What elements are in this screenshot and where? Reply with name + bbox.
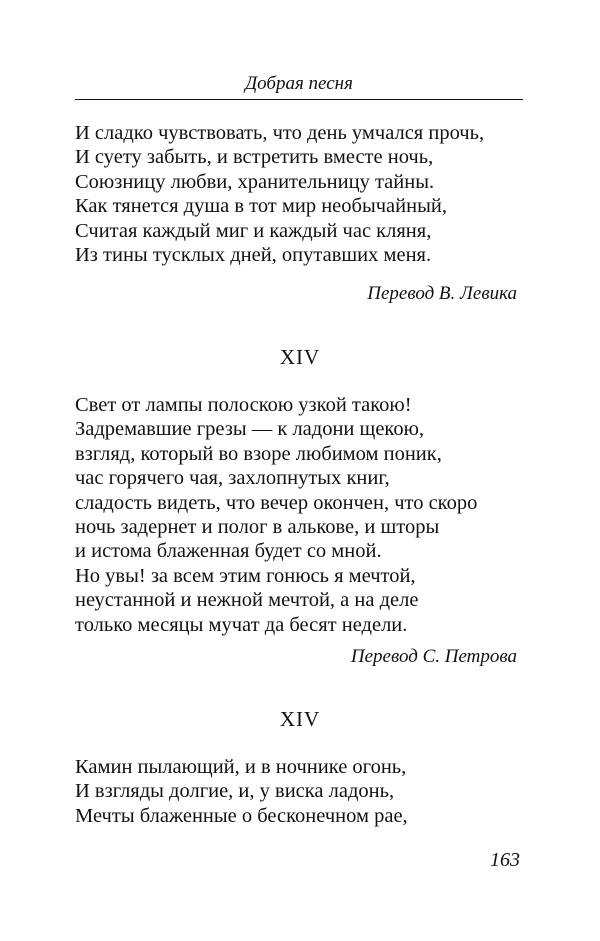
verse-line: И суету забыть, и встретить вместе ночь, <box>75 146 434 169</box>
verse-line: ночь задернет и полог в алькове, и шторы <box>75 515 440 538</box>
verse-line: Свет от лампы полоскою узкой такою! <box>75 394 412 416</box>
poem-1-stanza <box>75 121 525 267</box>
poem-number: XIV <box>279 345 321 369</box>
header-rule <box>75 99 523 100</box>
verse-line: И сладко чувствовать, что день умчался прочь, <box>75 122 485 144</box>
verse-line: И взгляды долгие, и, у виска ладонь, <box>75 780 395 803</box>
verse-line: сладость видеть, что вечер окончен, что скоро <box>75 491 478 514</box>
verse-line: Из тины тусклых дней, опутавших меня. <box>75 243 432 266</box>
poem-2-stanza <box>75 393 525 637</box>
verse-line: Мечты блаженные о бесконечном рае, <box>75 804 408 827</box>
verse-line: и истома блаженная будет со мной. <box>75 540 382 563</box>
verse-line: Но увы! за всем этим гонюсь я мечтой, <box>75 564 416 587</box>
verse-line: час горячего чая, захлопнутых книг, <box>75 467 390 490</box>
verse-line: Как тянется душа в тот мир необычайный, <box>75 195 447 218</box>
verse-line: только месяцы мучат да бесят недели. <box>75 613 408 636</box>
poem-3-stanza <box>75 755 525 828</box>
verse-line: Камин пылающий, и в ночнике огонь, <box>75 756 407 778</box>
verse-line: взгляд, который во взоре любимом поник, <box>75 442 442 465</box>
verse-line: неустанной и нежной мечтой, а на деле <box>75 589 419 612</box>
translator-attribution: Перевод В. Левика <box>367 283 517 304</box>
verse-line: Задремавшие грезы — к ладони щекою, <box>75 418 425 441</box>
page-number: 163 <box>490 849 520 871</box>
verse-line: Считая каждый миг и каждый час кляня, <box>75 219 432 242</box>
verse-line: Союзницу любви, хранительницу тайны. <box>75 170 435 193</box>
running-title: Добрая песня <box>245 73 353 94</box>
poem-number: XIV <box>279 707 321 731</box>
translator-attribution: Перевод С. Петрова <box>350 646 517 667</box>
